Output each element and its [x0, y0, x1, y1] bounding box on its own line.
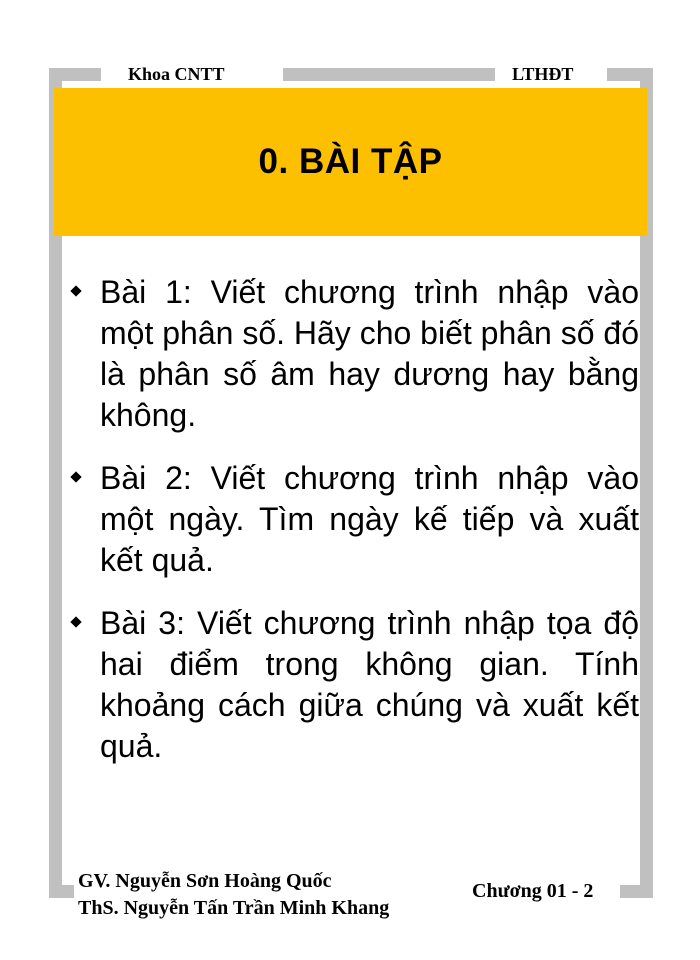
header-course: LTHĐT [512, 64, 574, 84]
author-master: ThS. Nguyễn Tấn Trần Minh Khang [78, 897, 390, 919]
exercise-item [64, 272, 639, 436]
frame-top-segment [283, 68, 495, 81]
exercise-list [64, 272, 639, 789]
frame-bottom-segment [620, 885, 653, 898]
header-department: Khoa CNTT [128, 64, 225, 84]
exercise-item [64, 603, 639, 767]
chapter-page-number: Chương 01 - 2 [472, 880, 594, 902]
frame-top-segment [49, 68, 101, 81]
exercise-text: Bài 2: Viết chương trình nhập vào một ngày. Tìm ngày kế tiếp và xuất kết quả. [100, 460, 639, 578]
exercise-text: Bài 3: Viết chương trình nhập tọa độ hai điểm trong không gian. Tính khoảng cách giữa chúng và xuất kết quả. [100, 605, 639, 764]
footer-authors [78, 868, 389, 922]
exercise-text: Bài 1: Viết chương trình nhập vào một phân số. Hãy cho biết phân số đó là phân số âm hay dương hay bằng không. [100, 274, 640, 433]
title-band [54, 88, 647, 236]
diamond-bullet-icon [70, 471, 83, 484]
slide-title: 0. BÀI TẬP [258, 142, 443, 181]
frame-bottom-segment [49, 885, 74, 898]
exercise-item [64, 458, 639, 581]
diamond-bullet-icon [70, 285, 83, 298]
diamond-bullet-icon [70, 616, 83, 629]
frame-top-segment [607, 68, 653, 81]
author-lecturer: GV. Nguyễn Sơn Hoàng Quốc [78, 870, 332, 892]
